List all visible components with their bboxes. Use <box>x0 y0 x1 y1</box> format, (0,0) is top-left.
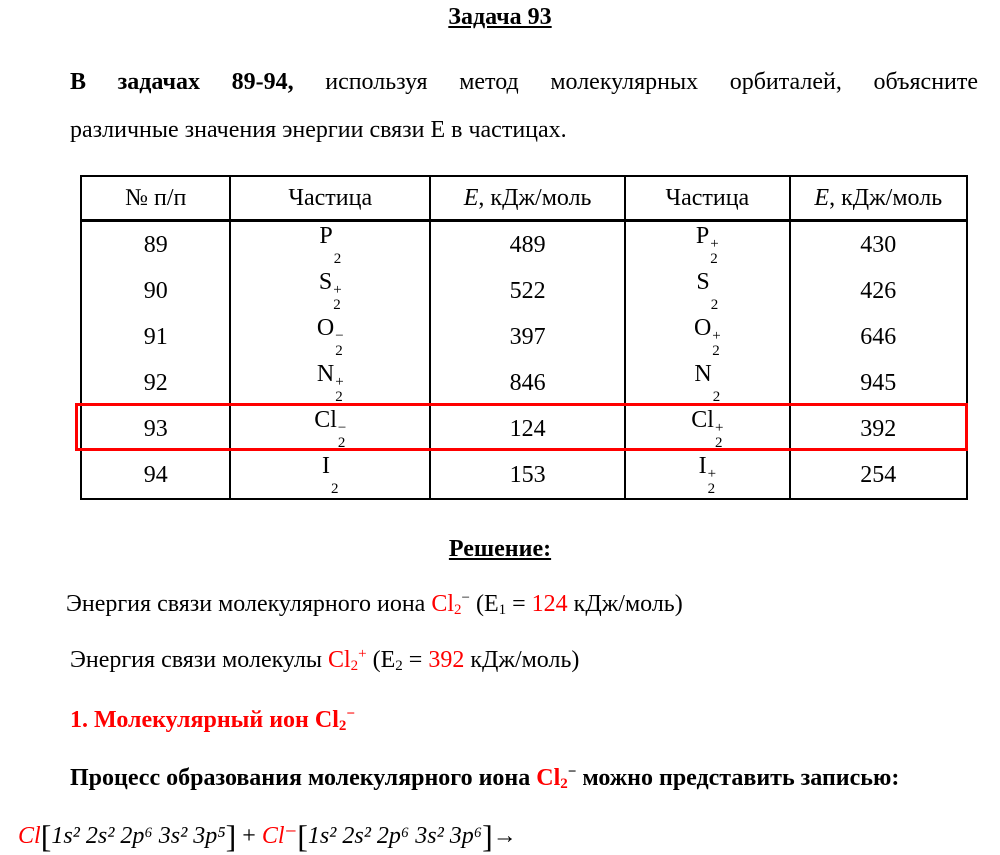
table-row <box>81 314 967 360</box>
cell-p1 <box>230 221 430 269</box>
particle-formula: Cl − 2 <box>314 406 347 452</box>
cell-p1 <box>230 314 430 360</box>
header-particle-1: Частица <box>230 176 430 221</box>
table-header-row <box>81 176 967 221</box>
particle-formula: N + 2 <box>316 360 344 406</box>
cell-e2: 392 <box>790 406 967 452</box>
cell-num: 90 <box>81 268 230 314</box>
cell-e2: 646 <box>790 314 967 360</box>
config-1: 1s² 2s² 2p⁶ 3s² 3p⁵ <box>51 823 226 849</box>
cell-e1: 124 <box>430 406 625 452</box>
intro-bold: В задачах 89-94, <box>70 69 294 95</box>
problem-title: Задача 93 <box>448 4 552 30</box>
particle-formula: O − 2 <box>316 314 344 360</box>
process-statement: Процесс образования молекулярного иона Cl2− можно представить записью: <box>70 764 900 792</box>
problem-statement <box>70 58 978 154</box>
intro-line1: используя метод молекулярных орбиталей, объясните <box>325 69 979 95</box>
table-row <box>81 360 967 406</box>
cell-p2 <box>625 314 789 360</box>
config-2: 1s² 2s² 2p⁶ 3s² 3p⁶ <box>307 823 483 849</box>
cell-num: 93 <box>81 406 230 452</box>
cell-e1: 153 <box>430 452 625 499</box>
header-num: № п/п <box>81 176 230 221</box>
cell-p1 <box>230 360 430 406</box>
cell-p2 <box>625 360 789 406</box>
intro-line2: различные значения энергии связи E в частицах. <box>70 117 567 143</box>
particle-formula: I + 2 <box>698 452 717 498</box>
cell-p1 <box>230 452 430 499</box>
cell-e1: 846 <box>430 360 625 406</box>
highlight-row-93 <box>75 403 968 451</box>
energy-line-1: Энергия связи молекулярного иона Cl2− (E1 = 124 кДж/моль) <box>66 590 683 618</box>
cell-e2: 430 <box>790 221 967 269</box>
particle-formula: S + 2 <box>318 268 342 314</box>
header-energy-1: E, кДж/моль <box>430 176 625 221</box>
particle-formula: N 2 <box>694 360 721 406</box>
table-row <box>81 268 967 314</box>
cell-p1 <box>230 268 430 314</box>
particle-formula: Cl + 2 <box>691 406 724 452</box>
solution-title: Решение: <box>448 536 552 562</box>
cell-e1: 397 <box>430 314 625 360</box>
particle-energy-table <box>80 175 968 500</box>
energy-line-2: Энергия связи молекулы Cl2+ (E2 = 392 кДж/моль) <box>70 646 580 674</box>
cell-e2: 426 <box>790 268 967 314</box>
cell-p2 <box>625 221 789 269</box>
cell-e2: 945 <box>790 360 967 406</box>
table-row <box>81 452 967 499</box>
particle-formula: O + 2 <box>693 314 721 360</box>
cell-num: 92 <box>81 360 230 406</box>
particle-formula: P + 2 <box>695 222 719 268</box>
cell-e1: 522 <box>430 268 625 314</box>
cell-e2: 254 <box>790 452 967 499</box>
particle-formula: I 2 <box>322 452 339 498</box>
particle-formula: S 2 <box>696 268 719 314</box>
table-row <box>81 221 967 269</box>
particle-formula: P 2 <box>319 222 342 268</box>
cell-p2 <box>625 268 789 314</box>
cell-num: 91 <box>81 314 230 360</box>
cell-num: 94 <box>81 452 230 499</box>
header-energy-2: E, кДж/моль <box>790 176 967 221</box>
header-particle-2: Частица <box>625 176 789 221</box>
electron-config-line: Cl[1s² 2s² 2p⁶ 3s² 3p⁵] + Cl⁻[1s² 2s² 2p⁶ 3s² 3p⁶]→ <box>18 818 517 854</box>
cell-num: 89 <box>81 221 230 269</box>
cell-p2 <box>625 452 789 499</box>
section-heading-1: 1. Молекулярный ион Cl2− <box>70 706 355 734</box>
cell-e1: 489 <box>430 221 625 269</box>
